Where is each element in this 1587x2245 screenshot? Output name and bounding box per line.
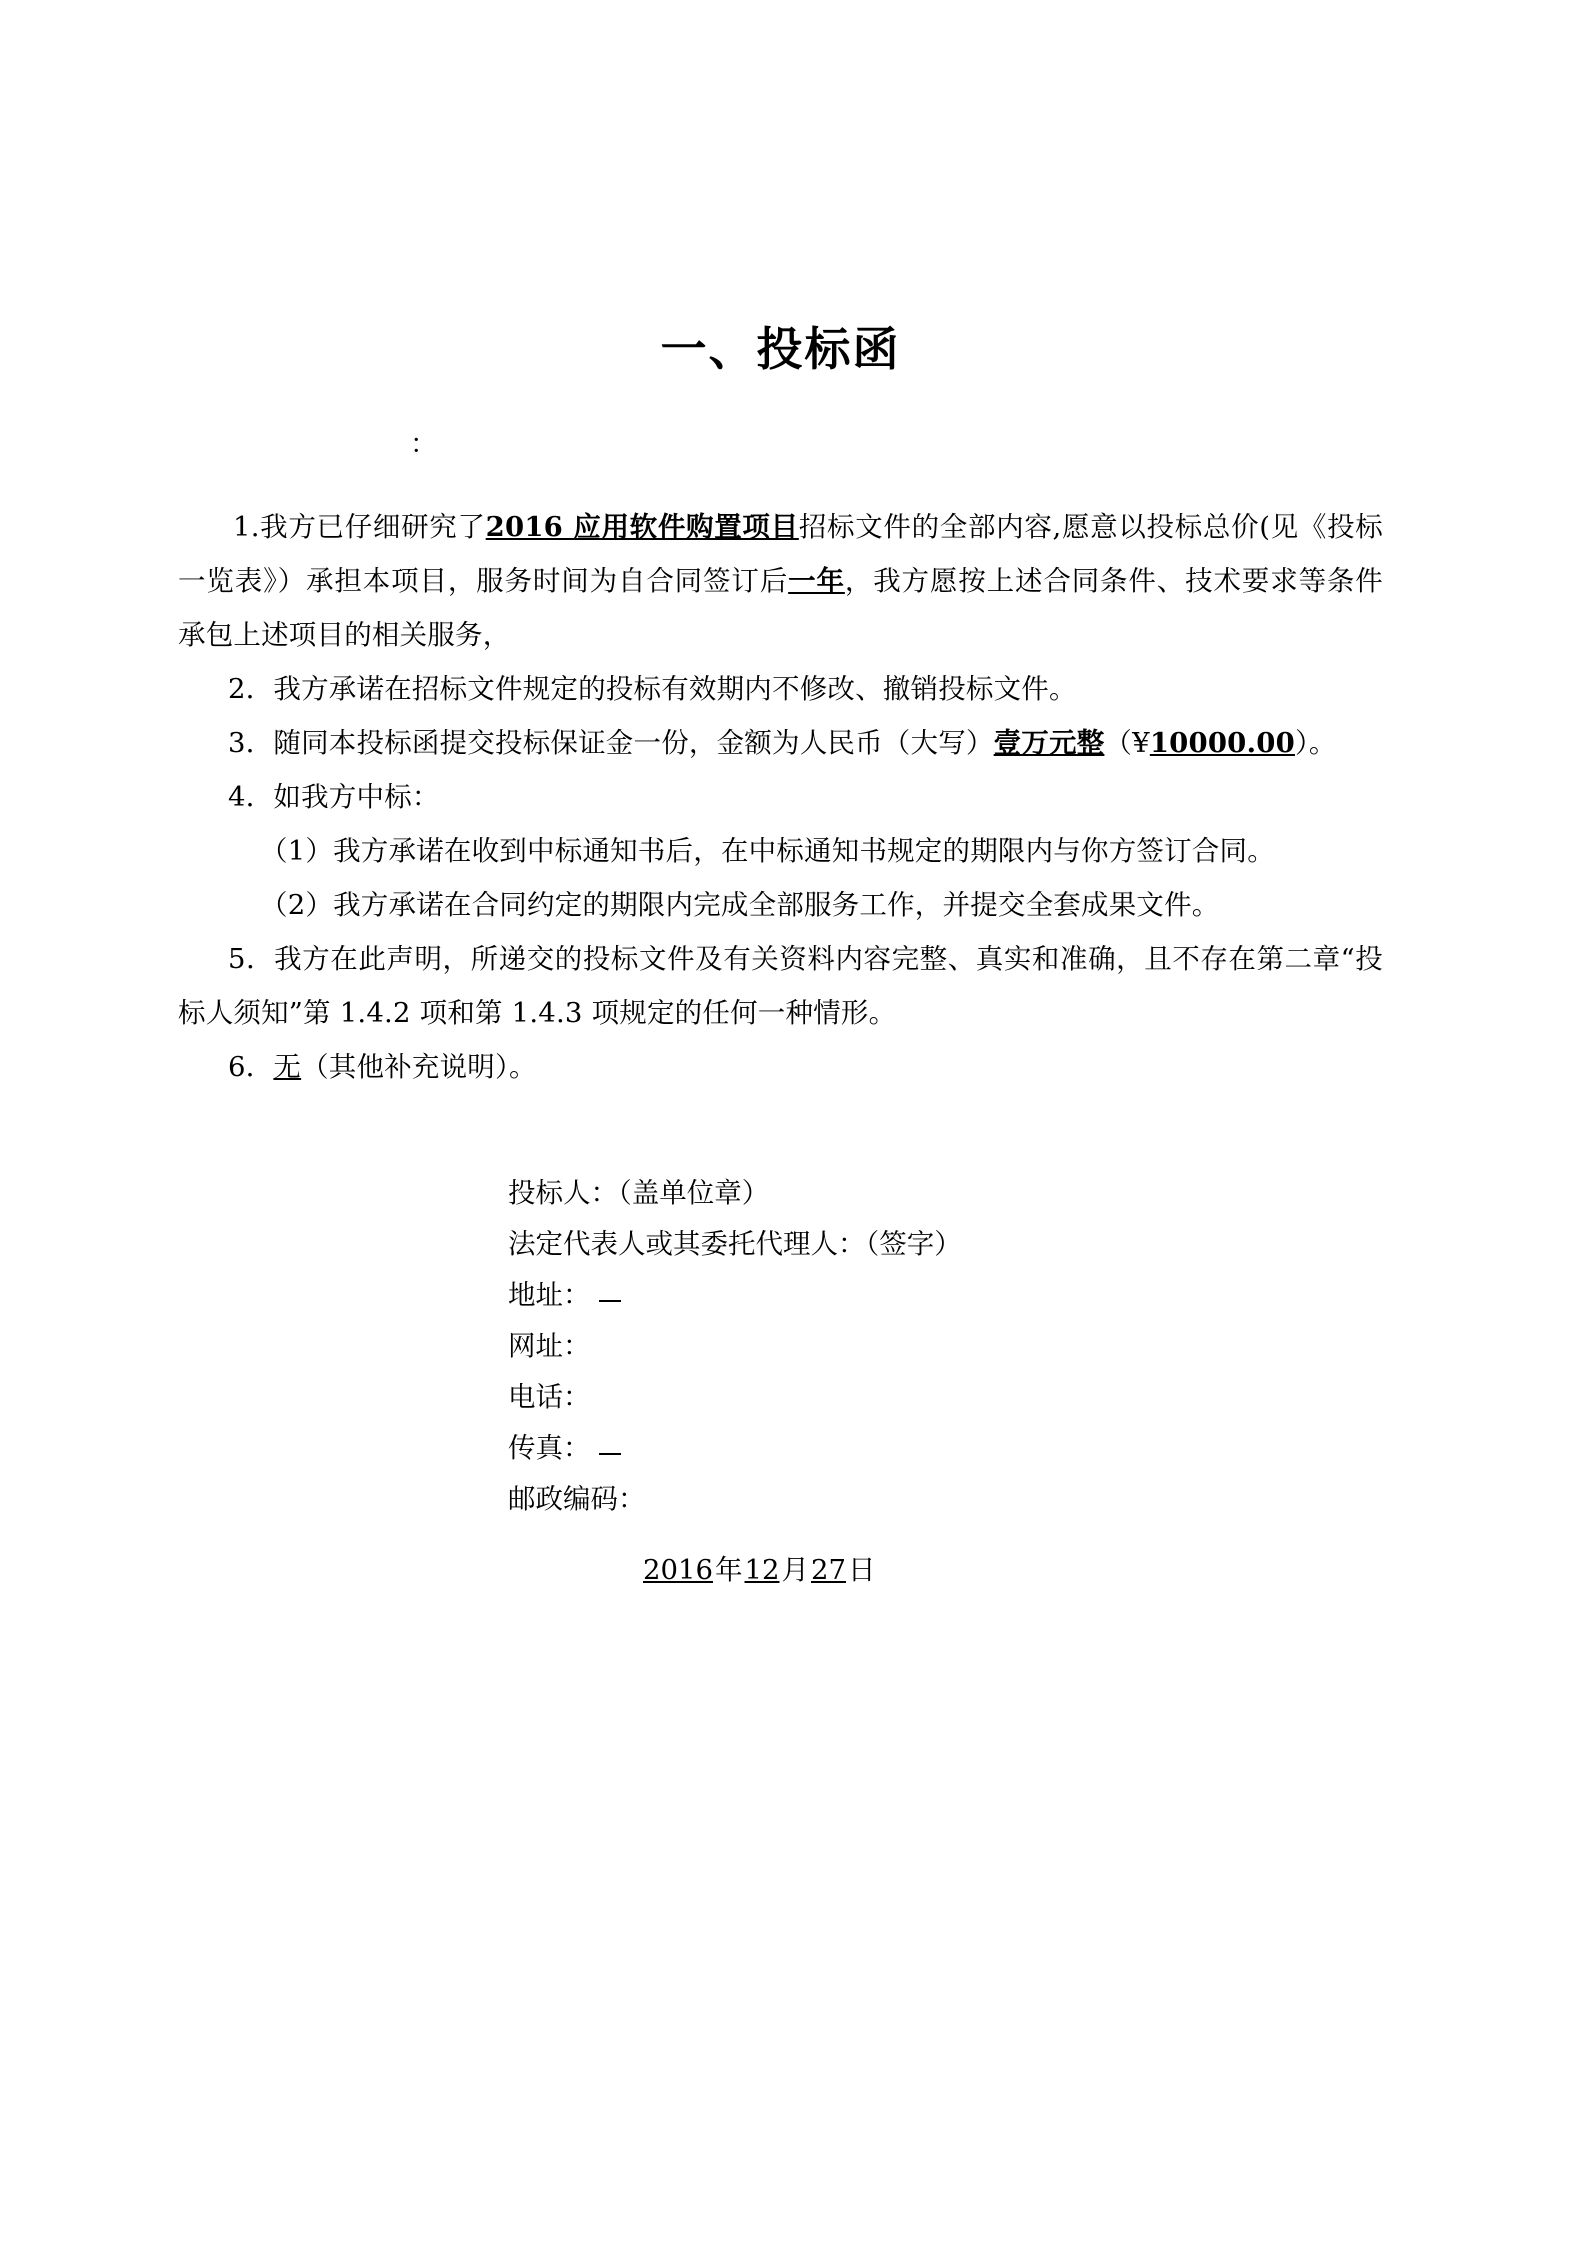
- signature-block: [178, 1094, 1383, 1596]
- clause-1-tail: ，我方愿按上述合同条件、技术要求等条件承包上述项目的相关服务，: [178, 565, 1383, 652]
- fax-line: [508, 1423, 1383, 1474]
- date-line: [508, 1525, 1383, 1596]
- postcode-line: 邮政编码：: [508, 1483, 646, 1516]
- bidder-line: 投标人：（盖单位章）: [508, 1177, 770, 1210]
- clause-1: [178, 500, 1383, 662]
- date-day-unit: 日: [848, 1554, 876, 1587]
- deposit-amount-figures-field: 10000.00: [1149, 727, 1295, 760]
- fax-blank: [599, 1453, 621, 1455]
- project-name-field: 2016 应用软件购置项目: [485, 511, 799, 544]
- page-title: 一、投标函: [660, 322, 901, 376]
- supplement-field: 无: [273, 1051, 302, 1084]
- clause-6-lead: 6．: [228, 1051, 274, 1084]
- date-year-unit: 年: [715, 1554, 743, 1587]
- address-blank: [599, 1300, 621, 1302]
- clause-4: 4．如我方中标：: [228, 781, 440, 814]
- date-month: 12: [744, 1554, 780, 1587]
- service-duration-field: 一年: [788, 565, 845, 598]
- website-line: 网址：: [508, 1330, 591, 1363]
- deposit-amount-words-field: 壹万元整: [993, 727, 1105, 760]
- clause-1-lead: 1.我方已仔细研究了: [233, 511, 486, 544]
- clause-4-sub-2: （2）我方承诺在合同约定的期限内完成全部服务工作，并提交全套成果文件。: [260, 889, 1220, 922]
- address-label: 地址：: [508, 1279, 591, 1312]
- clause-3: [178, 716, 1383, 770]
- date-year: 2016: [643, 1554, 713, 1587]
- salutation: ：: [410, 429, 437, 461]
- clause-list: [178, 458, 1383, 1094]
- legal-representative-line: 法定代表人或其委托代理人：（签字）: [508, 1228, 962, 1261]
- phone-line: 电话：: [508, 1381, 591, 1414]
- clause-3-tail: ）。: [1294, 727, 1337, 760]
- date-month-unit: 月: [781, 1554, 809, 1587]
- address-line: [508, 1270, 1383, 1321]
- clause-6-tail: （其他补充说明）。: [301, 1051, 537, 1084]
- clause-4-sub-1: （1）我方承诺在收到中标通知书后，在中标通知书规定的期限内与你方签订合同。: [260, 835, 1275, 868]
- clause-6: [178, 1040, 1383, 1094]
- fax-label: 传真：: [508, 1432, 591, 1465]
- date-day: 27: [811, 1554, 846, 1587]
- clause-3-mid: （¥: [1104, 727, 1150, 760]
- clause-1-mid: 招标文件的全部内容,愿意以投标总价(见《投标一览表》）承担本项目，服务时间为自合同签订后: [178, 511, 1383, 598]
- clause-3-lead: 3．随同本投标函提交投标保证金一份，金额为人民币（大写）: [228, 727, 994, 760]
- document-content: [178, 0, 1383, 1596]
- clause-5: 5．我方在此声明，所递交的投标文件及有关资料内容完整、真实和准确，且不存在第二章“投标人须知”第 1.4.2 项和第 1.4.3 项规定的任何一种情形。: [178, 943, 1383, 1030]
- clause-2: 2．我方承诺在招标文件规定的投标有效期内不修改、撤销投标文件。: [228, 673, 1077, 706]
